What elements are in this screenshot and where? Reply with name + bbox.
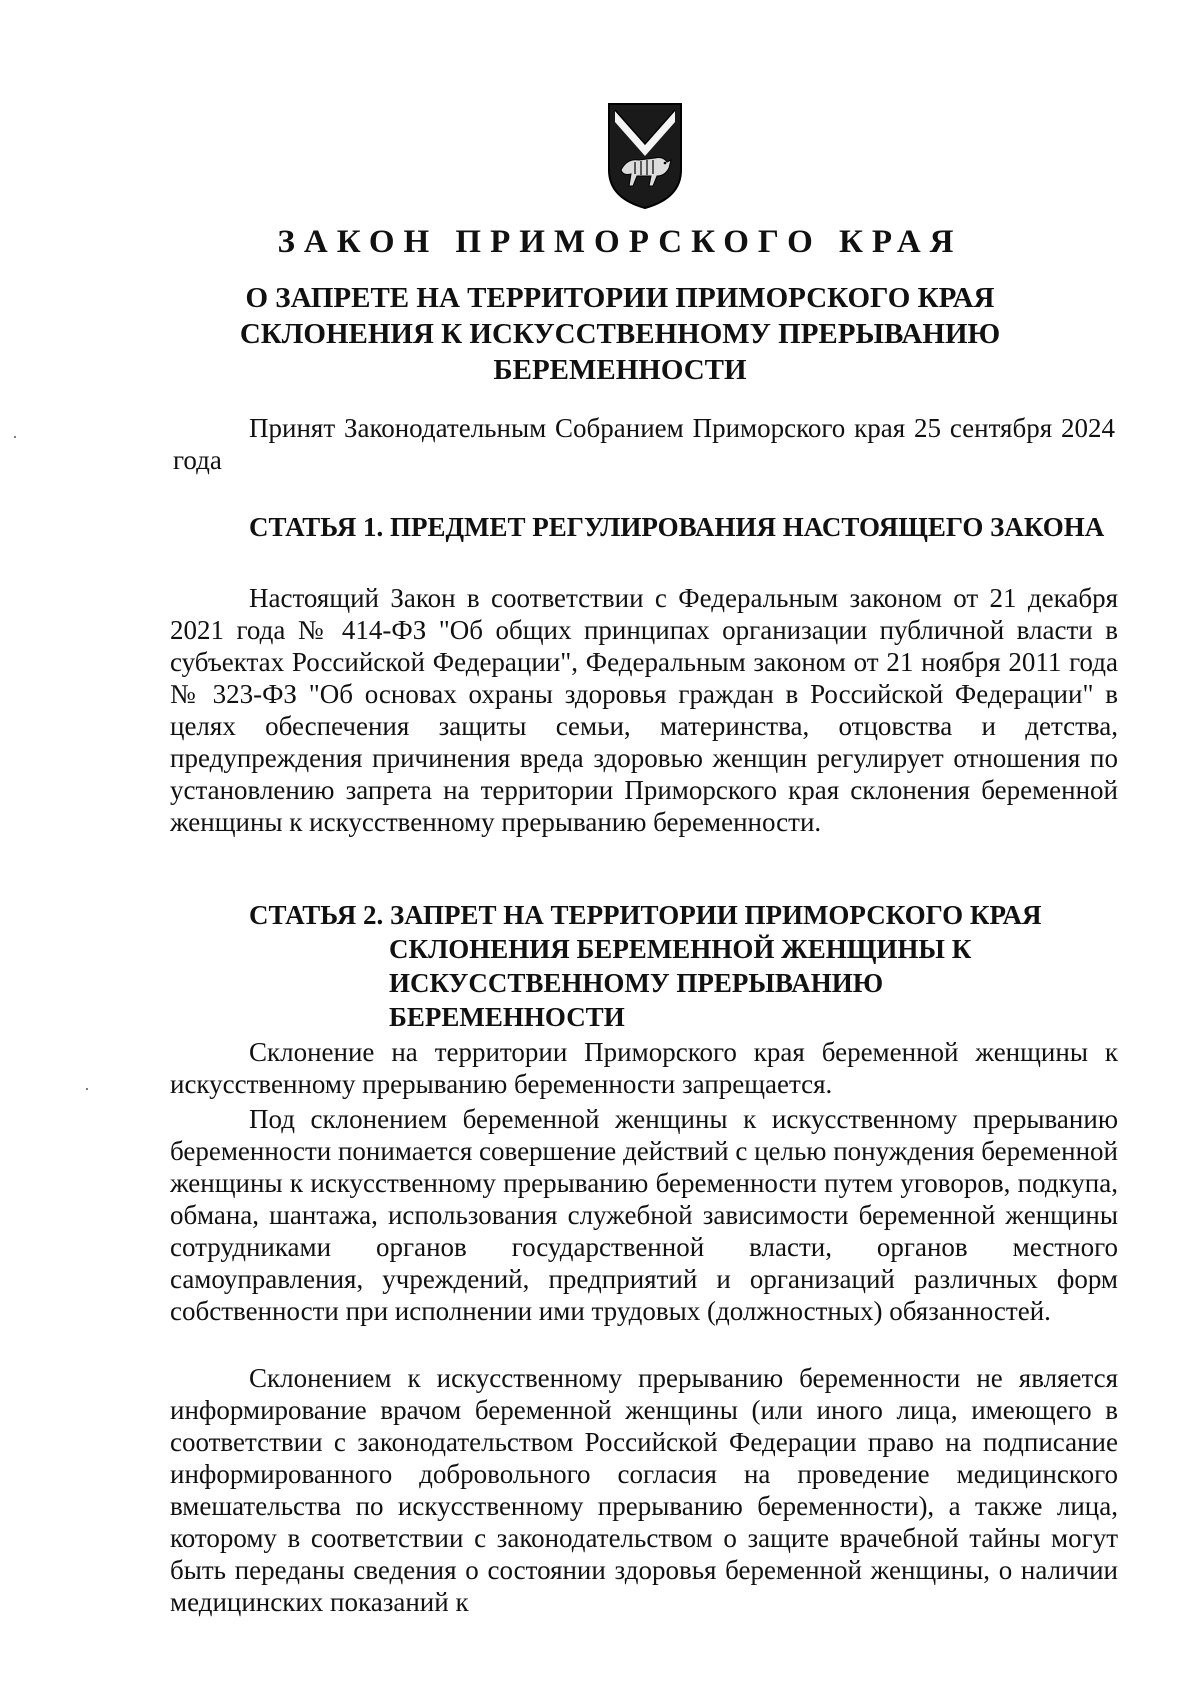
article-1-paragraph: Настоящий Закон в соответствии с Федеральным законом от 21 декабря 2021 года № 414-ФЗ "Об общих принципах организации публичной власти в субъектах Российской Федерации", Федеральным законом от 21 ноября 2011 года № 323-ФЗ "Об основах охраны здоровья граждан в Российской Федерации" в целях обеспечения защиты семьи, материнства, отцовства и детства, предупреждения причинения вреда здоровью женщин регулирует отношения по установлению запрета на территории Приморского края склонения беременной женщины к искусственному прерыванию беременности. (170, 583, 1118, 837)
article-2-heading-line-3: ИСКУССТВЕННОМУ ПРЕРЫВАНИЮ БЕРЕМЕННОСТИ (389, 968, 884, 1032)
article-2-paragraph-2: Под склонением беременной женщины к искусственному прерыванию беременности понимается совершение действий с целью понуждения беременной женщины к искусственному прерыванию беременности путем уговоров, подкупа, обмана, шантажа, использования служебной зависимости беременной женщины сотрудниками органов государственной власти, органов местного самоуправления, учреждений, предприятий и организаций различных форм собственности при исполнении ими трудовых (должностных) обязанностей. (170, 1104, 1118, 1326)
article-2-heading-line-2: СКЛОНЕНИЯ БЕРЕМЕННОЙ ЖЕНЩИНЫ К (389, 934, 972, 964)
law-subtitle-line-2: СКЛОНЕНИЯ К ИСКУССТВЕННОМУ ПРЕРЫВАНИЮ (239, 318, 1001, 350)
article-2-paragraph-3: Склонением к искусственному прерыванию беременности не является информирование врачом беременной женщины (или иного лица, имеющего в соответствии с законодательством Российской Федерации право на подписание информированного добровольного согласия на проведение медицинского вмешательства по искусственному прерыванию беременности), а также лица, которому в соответствии с законодательством о защите врачебной тайны могут быть переданы сведения о состоянии здоровья беременной женщины, о наличии медицинских показаний к (170, 1363, 1118, 1617)
scan-speck (14, 436, 16, 438)
law-title: ЗАКОН ПРИМОРСКОГО КРАЯ (277, 224, 963, 260)
article-1-heading: СТАТЬЯ 1. ПРЕДМЕТ РЕГУЛИРОВАНИЯ НАСТОЯЩЕГО ЗАКОНА (249, 512, 1105, 542)
coat-of-arms-icon (605, 100, 685, 212)
article-2-heading-line-1: СТАТЬЯ 2. ЗАПРЕТ НА ТЕРРИТОРИИ ПРИМОРСКОГО КРАЯ (249, 900, 1042, 930)
law-subtitle-line-3: БЕРЕМЕННОСТИ (493, 354, 747, 386)
article-2-paragraph-1: Склонение на территории Приморского края беременной женщины к искусственному прерыванию беременности запрещается. (170, 1037, 1118, 1099)
article-2-heading (249, 898, 1119, 1034)
law-subtitle-line-1: О ЗАПРЕТЕ НА ТЕРРИТОРИИ ПРИМОРСКОГО КРАЯ (245, 282, 995, 314)
adoption-statement: Принят Законодательным Собранием Приморского края 25 сентября 2024 года (173, 413, 1115, 475)
law-subtitle (170, 280, 1070, 388)
scan-speck (86, 1088, 88, 1090)
